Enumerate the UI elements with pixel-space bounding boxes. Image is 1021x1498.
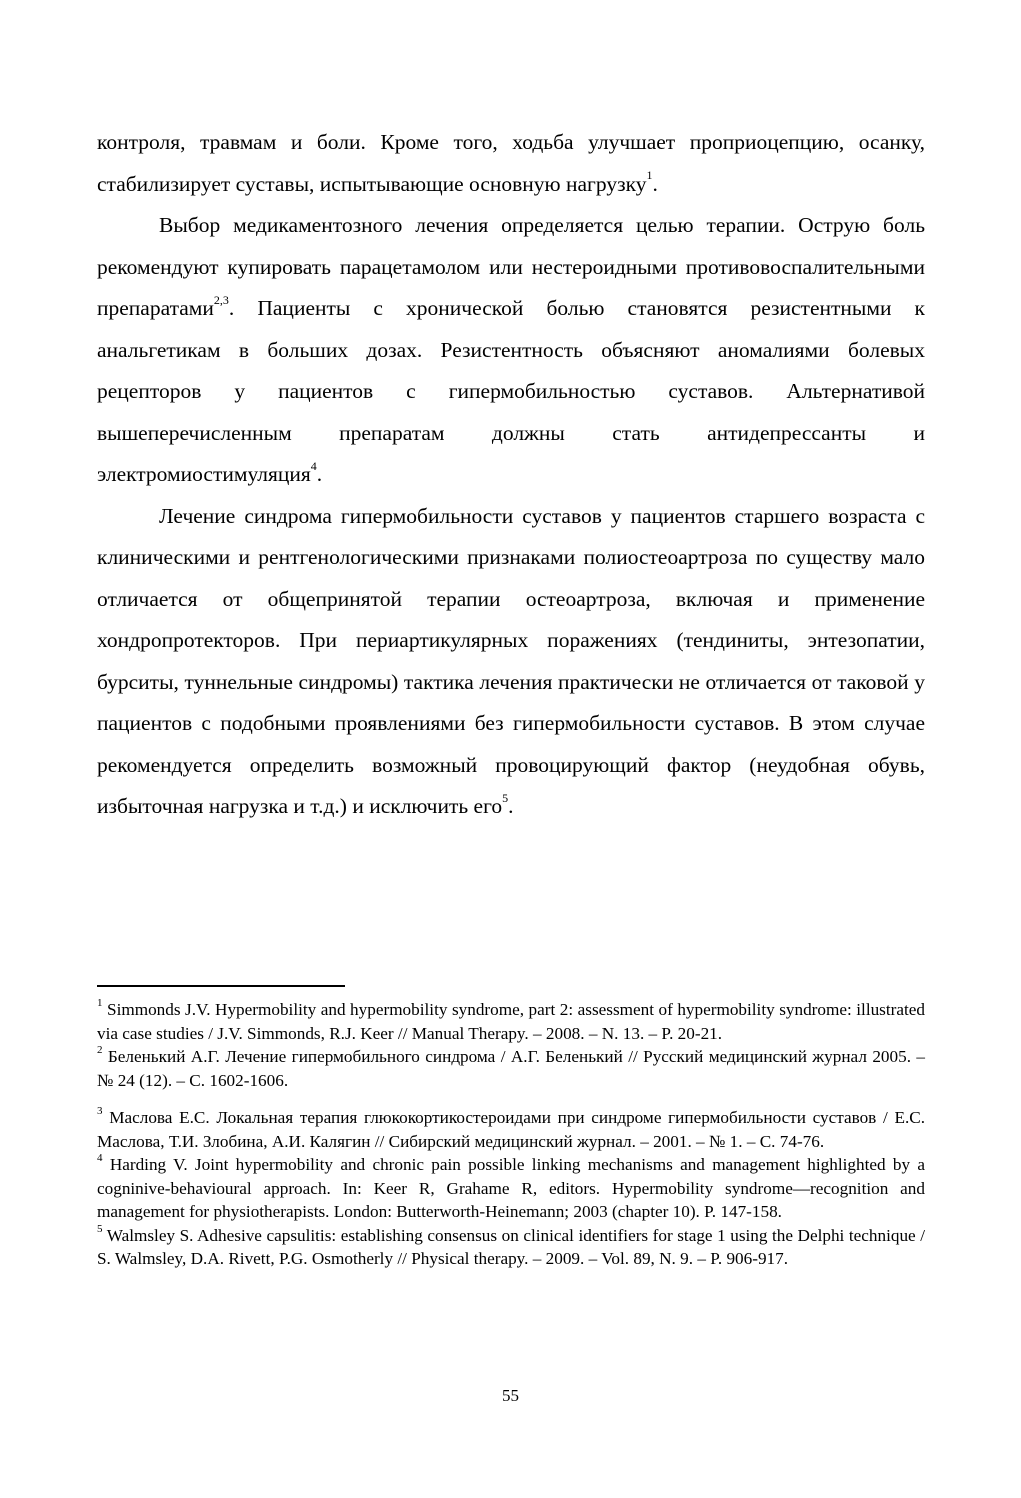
footnote-number: 4: [97, 1152, 103, 1165]
paragraph-1: [97, 122, 925, 205]
paragraph-text: Выбор медикаментозного лечения определяется целью терапии. Острую боль рекомендуют купировать парацетамолом или нестероидными противовоспалительными препаратами: [97, 213, 925, 320]
footnote-number: 3: [97, 1105, 103, 1118]
paragraph-text: Лечение синдрома гипермобильности суставов у пациентов старшего возраста с клиническими и рентгенологическими признаками полиостеоартроза по существу мало отличается от общепринятой терапии остеоартроза, включая и применение хондропротекторов. При периартикулярных поражениях (тендиниты, энтезопатии, бурситы, туннельные синдромы) тактика лечения практически не отличается от таковой у пациентов с подобными проявлениями без гипермобильности суставов. В этом случае рекомендуется определить возможный провоцирующий фактор (неудобная обувь, избыточная нагрузка и т.д.) и исключить его: [97, 503, 925, 818]
footnote-number: 1: [97, 997, 103, 1010]
footnote-1: [97, 998, 925, 1045]
paragraph-text: контроля, травмам и боли. Кроме того, ходьба улучшает проприоцепцию, осанку, стабилизирует суставы, испытывающие основную нагрузку: [97, 130, 925, 196]
footnote-text: Harding V. Joint hypermobility and chronic pain possible linking mechanisms and management highlighted by a cogninive-behavioural approach. In: Keer R, Grahame R, editors. Hypermobility syndrome—recognition and management for physiotherapists. London: Butterworth-Heinemann; 2003 (chapter 10). P. 147-158.: [97, 1155, 926, 1221]
footnote-3: [97, 1106, 925, 1153]
footnote-text: Маслова Е.С. Локальная терапия глюкокортикостероидами при синдроме гипермобильности суставов / Е.С. Маслова, Т.И. Злобина, А.И. Калягин // Сибирский медицинский журнал. – 2001. – № 1. – С. 74-76.: [97, 1108, 926, 1151]
footnote-5: [97, 1224, 925, 1271]
paragraph-text: . Пациенты с хронической болью становятся резистентными к анальгетикам в больших дозах. Резистентность объясняют аномалиями болевых рецепторов у пациентов с гипермобильностью суставов. Альтернативой вышеперечисленным препаратам должны стать антидепрессанты и электромиостимуляция: [97, 296, 925, 486]
footnote-ref-4[interactable]: 4: [310, 458, 317, 473]
main-body-text: [97, 122, 925, 828]
paragraph-end: .: [508, 794, 514, 818]
paragraph-end: .: [316, 462, 323, 486]
footnote-ref-2-3[interactable]: 2,3: [213, 292, 229, 307]
footnote-ref-5[interactable]: 5: [502, 790, 509, 805]
footnote-text: Simmonds J.V. Hypermobility and hypermobility syndrome, part 2: assessment of hypermobility syndrome: illustrated via case studies / J.V. Simmonds, R.J. Keer // Manual Therapy. – 2008. – N. 13. – P. 20-21.: [97, 1000, 925, 1043]
footnote-2: [97, 1045, 925, 1092]
footnote-text: Walmsley S. Adhesive capsulitis: establishing consensus on clinical identifiers for stage 1 using the Delphi technique / S. Walmsley, D.A. Rivett, P.G. Osmotherly // Physical therapy. – 2009. – Vol. 89, N. 9. – P. 906-917.: [97, 1225, 925, 1268]
footnote-ref-1[interactable]: 1: [646, 168, 653, 183]
footnote-number: 2: [97, 1044, 103, 1057]
footnote-number: 5: [97, 1222, 103, 1235]
paragraph-end: .: [652, 171, 658, 196]
page-number: 55: [502, 1386, 519, 1405]
footnote-4: [97, 1153, 925, 1224]
footnotes: [97, 998, 925, 1271]
footnote-separator: [97, 985, 345, 987]
paragraph-2: [97, 205, 925, 496]
footnote-text: Беленький А.Г. Лечение гипермобильного синдрома / А.Г. Беленький // Русский медицинский журнал 2005. – № 24 (12). – С. 1602-1606.: [97, 1047, 925, 1090]
paragraph-3: [97, 496, 925, 828]
